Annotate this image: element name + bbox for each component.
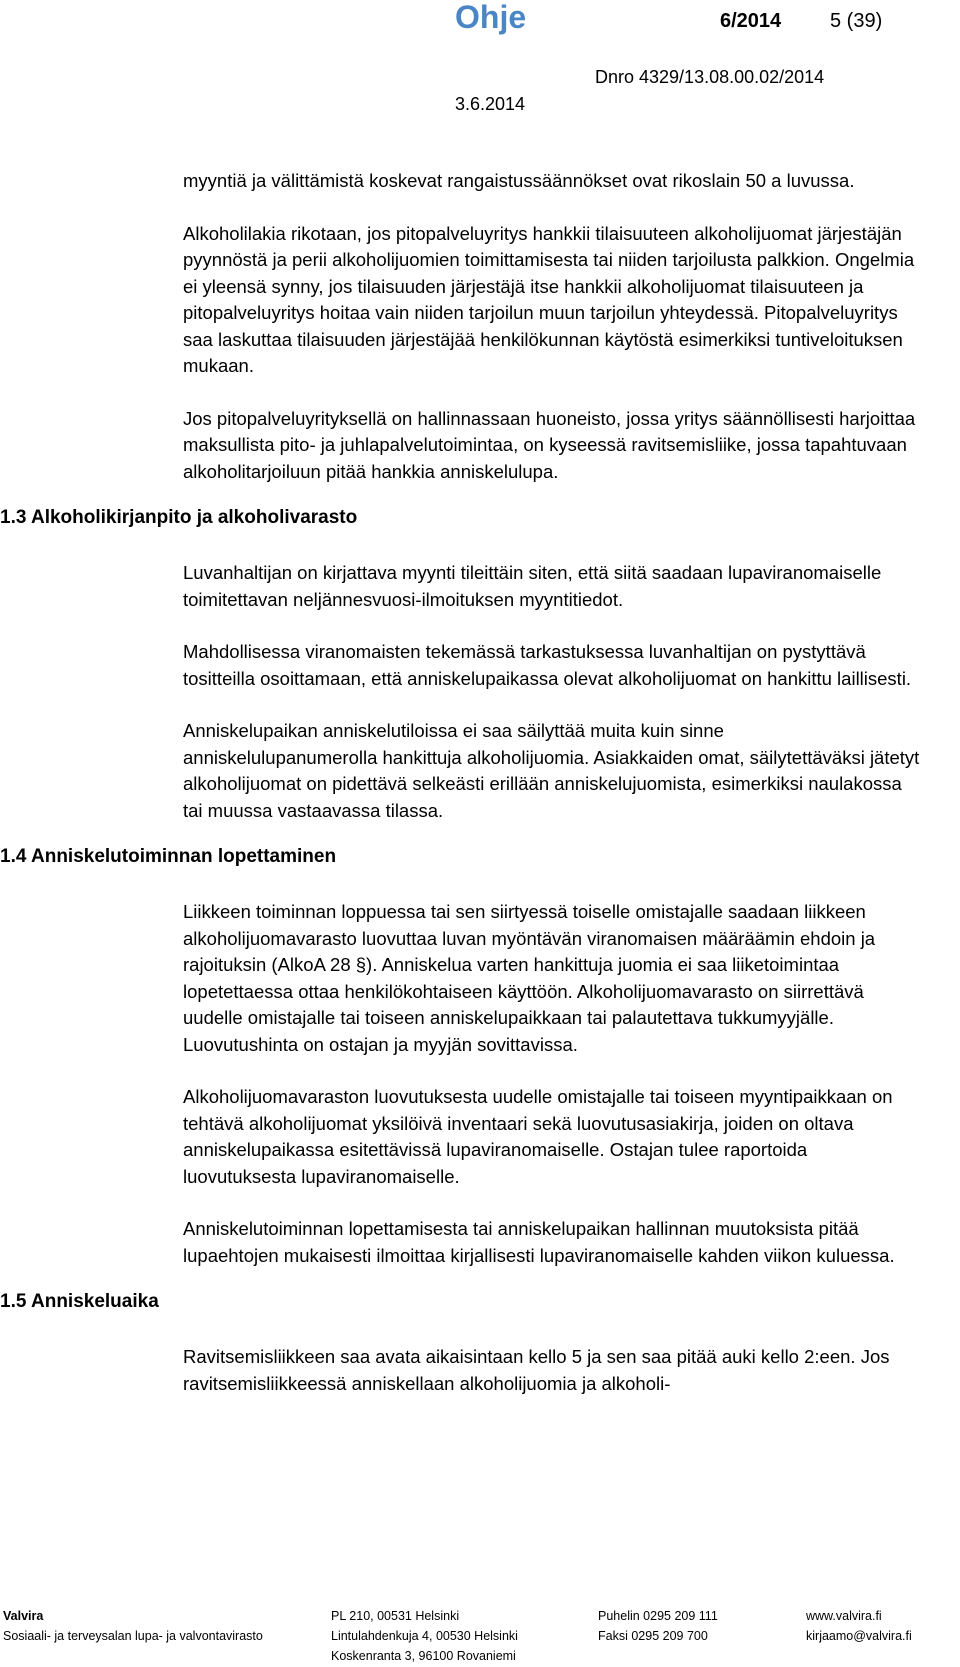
section-heading-1-4: 1.4 Anniskelutoiminnan lopettaminen — [0, 846, 337, 867]
section-heading-1-5: 1.5 Anniskeluaika — [0, 1291, 159, 1312]
paragraph: Anniskelupaikan anniskelutiloissa ei saa säilyttää muita kuin sinne anniskelulupanumerolla hankittuja alkoholijuomia. Asiakkaiden omat, säilytettäväksi jätetyt alkoholijuomat on pidettävä selkeästi erillään anniskelujuomista, esimerkiksi naulakossa tai muussa vastaavassa tilassa. — [183, 720, 920, 821]
org-name: Valvira — [3, 1609, 44, 1623]
paragraph: myyntiä ja välittämistä koskevat rangaistussäännökset ovat rikoslain 50 a luvussa. — [183, 170, 855, 191]
document-type: Ohje — [455, 0, 527, 35]
document-date: 3.6.2014 — [455, 94, 526, 114]
paragraph: Luvanhaltijan on kirjattava myynti tileittäin siten, että siitä saadaan lupaviranomaiselle toimitettavan neljännesvuosi-ilmoituksen myyntitiedot. — [183, 562, 882, 610]
paragraph: Alkoholijuomavaraston luovutuksesta uudelle omistajalle tai toiseen myyntipaikkaan on tehtävä alkoholijuomat yksilöivä inventaari sekä luovutusasiakirja, joiden on oltava anniskelupaikassa esitettävissä lupaviranomaiselle. Ostajan tulee raportoida luovutuksesta lupaviranomaiselle. — [183, 1086, 893, 1187]
paragraph: Anniskelutoiminnan lopettamisesta tai anniskelupaikan hallinnan muutoksista pitää lupaehtojen mukaisesti ilmoittaa kirjallisesti lupaviranomaiselle kahden viikon kuluessa. — [183, 1218, 895, 1266]
email-link[interactable]: kirjaamo@valvira.fi — [806, 1629, 912, 1643]
phone-number: Puhelin 0295 209 111 — [598, 1609, 718, 1623]
paragraph: Alkoholilakia rikotaan, jos pitopalveluyritys hankkii tilaisuuteen alkoholijuomat järjestäjän pyynnöstä ja perii alkoholijuomien toimittamisesta tai niiden tarjoilusta palkkion. Ongelmia ei yleensä synny, jos tilaisuuden järjestäjä itse hankkii alkoholijuomat tilaisuuteen ja pitopalveluyritys hoitaa vain niiden tarjoilun muun tarjoilun yhteydessä. Pitopalveluyritys saa laskuttaa tilaisuuden järjestäjää henkilökunnan käytöstä esimerkiksi tuntiveloituksen mukaan. — [183, 222, 915, 376]
paragraph: Ravitsemisliikkeen saa avata aikaisintaan kello 5 ja sen saa pitää auki kello 2:een. Jos ravitsemisliikkeessä anniskellaan alkoholijuomia ja alkoholi- — [183, 1346, 890, 1394]
website-link[interactable]: www.valvira.fi — [806, 1609, 882, 1623]
paragraph: Mahdollisessa viranomaisten tekemässä tarkastuksessa luvanhaltijan on pystyttävä tositteilla osoittamaan, että anniskelupaikassa olevat alkoholijuomat on hankittu laillisesti. — [183, 641, 912, 689]
address-line: Lintulahdenkuja 4, 00530 Helsinki — [331, 1629, 518, 1643]
footer-web — [806, 1606, 912, 1646]
document-body — [0, 168, 940, 1423]
section-heading-1-3: 1.3 Alkoholikirjanpito ja alkoholivarasto — [0, 507, 358, 528]
paragraph: Liikkeen toiminnan loppuessa tai sen siirtyessä toiselle omistajalle saadaan liikkeen alkoholijuomavarasto luovuttaa luvan myöntävän viranomaisen määräämin ehdoin ja rajoituksin (AlkoA 28 §). Anniskelua varten hankittuja juomia ei saa liiketoimintaa lopetettaessa ottaa henkilökohtaiseen käyttöön. Alkoholijuomavarasto on siirrettävä uudelle omistajalle tai toiseen anniskelupaikkaan tai palautettava tukkumyyjälle. Luovutushinta on ostajan ja myyjän sovittavissa. — [183, 901, 876, 1055]
paragraph: Jos pitopalveluyrityksellä on hallinnassaan huoneisto, jossa yritys säännöllisesti harjoittaa maksullista pito- ja juhlapalvelutoimintaa, on kyseessä ravitsemisliike, jossa tapahtuvaan alkoholitarjoiluun pitää hankkia anniskelulupa. — [183, 407, 916, 482]
org-description: Sosiaali- ja terveysalan lupa- ja valvontavirasto — [3, 1629, 263, 1643]
footer-contact — [598, 1606, 718, 1646]
address-line: Koskenranta 3, 96100 Rovaniemi — [331, 1649, 516, 1663]
page-number: 5 (39) — [830, 10, 883, 32]
address-line: PL 210, 00531 Helsinki — [331, 1609, 460, 1623]
document-version: 6/2014 — [720, 10, 782, 32]
record-number: Dnro 4329/13.08.00.02/2014 — [595, 67, 825, 87]
footer-address — [331, 1606, 518, 1666]
document-footer — [0, 1606, 960, 1667]
fax-number: Faksi 0295 209 700 — [598, 1629, 708, 1643]
footer-org — [3, 1606, 263, 1646]
